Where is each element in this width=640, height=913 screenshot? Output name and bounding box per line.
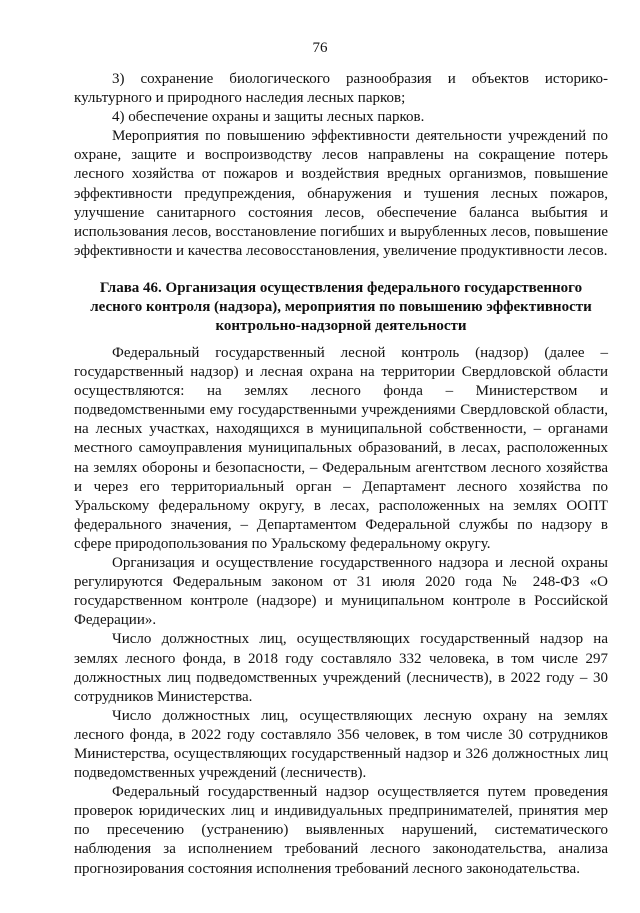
top-text-block bbox=[74, 70, 608, 261]
main-text-block bbox=[74, 344, 608, 879]
page-number: 76 bbox=[312, 40, 328, 56]
paragraph: 4) обеспечение охраны и защиты лесных парков. bbox=[112, 109, 425, 126]
paragraph: Федеральный государственный надзор осуществляется путем проведения проверок юридических лиц и индивидуальных предпринимателей, принятия мер по пресечению (устранению) выявленных нарушений, систематического наблюдения за исполнением требований лесного законодательства, анализа прогнозирования состояния исполнения требований лесного законодательства. bbox=[74, 784, 608, 877]
paragraph: Число должностных лиц, осуществляющих государственный надзор на землях лесного фонда, в 2018 году составляло 332 человека, в том числе 297 должностных лиц подведомственных учреждений (лесничеств), в 2022 году – 30 сотрудников Министерства. bbox=[74, 631, 608, 705]
paragraph: Федеральный государственный лесной контроль (надзор) (далее – государственный надзор) и лесная охрана на территории Свердловской области осуществляются: на землях лесного фонда – Министерством и подведомственными ему государственными учреждениями Свердловской области, на лесных участках, находящихся в муниципальной собственности, – органами местного самоуправления муниципальных образований, в лесах, расположенных на землях обороны и безопасности, – Федеральным агентством лесного хозяйства и через его территориальный орган – Департамент лесного хозяйства по Уральскому федеральному округу, в лесах, расположенных на землях ООПТ федерального значения, – Департаментом Федеральной службы по надзору в сфере природопользования по Уральскому федеральному округу. bbox=[74, 345, 608, 552]
paragraph: 3) сохранение биологического разнообразия и объектов историко-культурного и природного наследия лесных парков; bbox=[74, 71, 608, 107]
chapter-heading: Глава 46. Организация осуществления федерального государственного лесного контроля (надзора), мероприятия по повышению эффективности контрольно-надзорной деятельности bbox=[90, 280, 592, 334]
paragraph: Мероприятия по повышению эффективности деятельности учреждений по охране, защите и воспроизводству лесов направлены на сокращение потерь лесного хозяйства от пожаров и воздействия вредных организмов, повышение эффективности предупреждения, обнаружения и тушения лесных пожаров, улучшение санитарного состояния лесов, обеспечение баланса выбытия и использования лесов, восстановление погибших и вырубленных лесов, повышение эффективности и качества лесовосстановления, увеличение продуктивности лесов. bbox=[74, 128, 608, 259]
paragraph: Число должностных лиц, осуществляющих лесную охрану на землях лесного фонда, в 2022 году составляло 356 человек, в том числе 30 сотрудников Министерства, осуществляющих государственный надзор и 326 должностных лиц подведомственных учреждений (лесничеств). bbox=[74, 707, 608, 782]
paragraph: Организация и осуществление государственного надзора и лесной охраны регулируются Федеральным законом от 31 июля 2020 года № 248-ФЗ «О государственном контроле (надзоре) и муниципальном контроле в Российской Федерации». bbox=[74, 555, 608, 629]
